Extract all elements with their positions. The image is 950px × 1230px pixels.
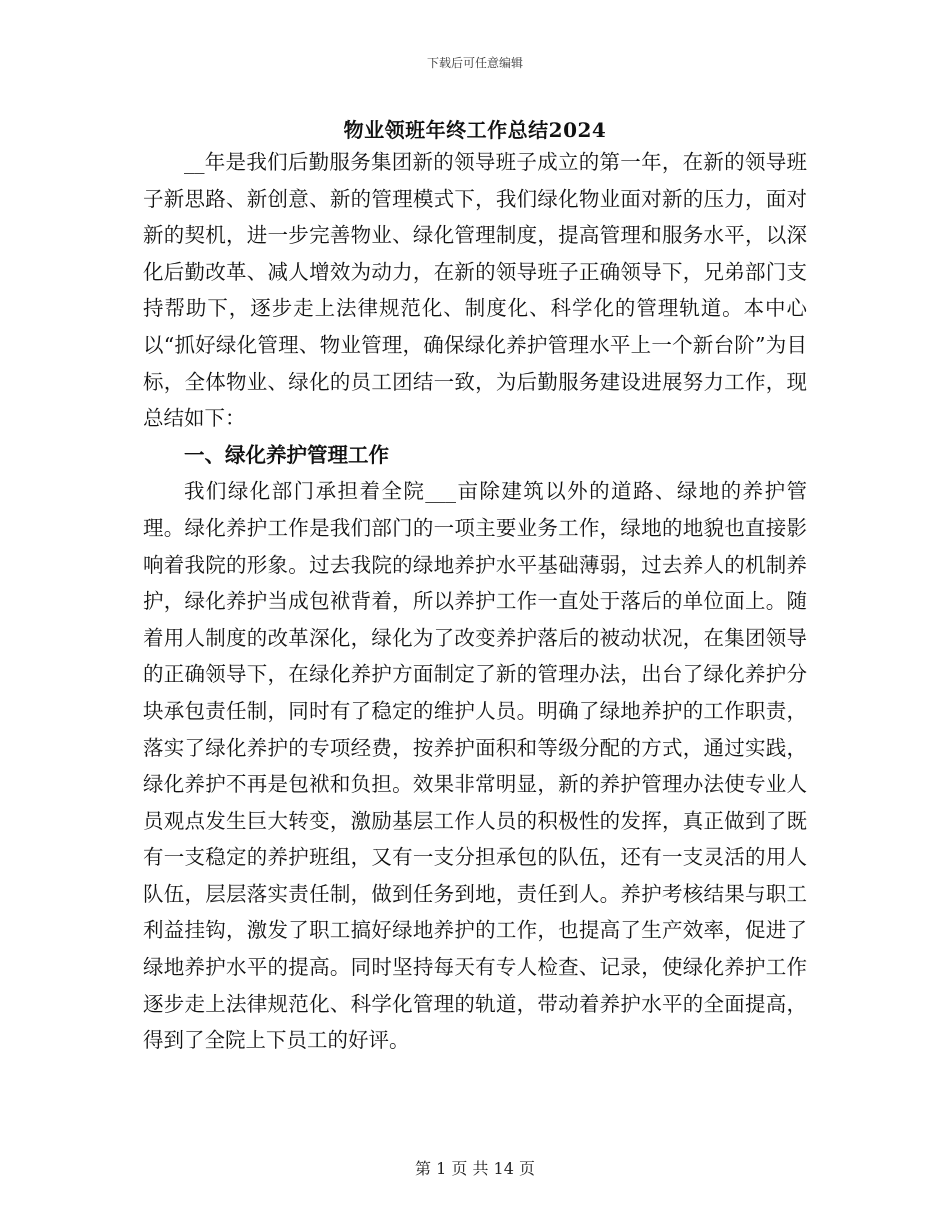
page-number: 第 1 页 共 14 页 [415, 1159, 535, 1178]
intro-paragraph: __年是我们后勤服务集团新的领导班子成立的第一年，在新的领导班子新思路、新创意、新的管理模式下，我们绿化物业面对新的压力，面对新的契机，进一步完善物业、绿化管理制度，提高管理和服务水平，以深化后勤改革、减人增效为动力，在新的领导班子正确领导下，兄弟部门支持帮助下，逐步走上法律规范化、制度化、科学化的管理轨道。本中心以“抓好绿化管理、物业管理，确保绿化养护管理水平上一个新台阶”为目标，全体物业、绿化的员工团结一致，为后勤服务建设进展努力工作，现总结如下： [143, 150, 807, 431]
document-body [143, 144, 807, 1059]
section-paragraph: 我们绿化部门承担着全院___亩除建筑以外的道路、绿地的养护管理。绿化养护工作是我们部门的一项主要业务工作，绿地的地貌也直接影响着我院的形象。过去我院的绿地养护水平基础薄弱，过去养人的机制养护，绿化养护当成包袱背着，所以养护工作一直处于落后的单位面上。随着用人制度的改革深化，绿化为了改变养护落后的被动状况，在集团领导的正确领导下，在绿化养护方面制定了新的管理办法，出台了绿化养护分块承包责任制，同时有了稳定的维护人员。明确了绿地养护的工作职责，落实了绿化养护的专项经费，按养护面积和等级分配的方式，通过实践，绿化养护不再是包袱和负担。效果非常明显，新的养护管理办法使专业人员观点发生巨大转变，激励基层工作人员的积极性的发挥，真正做到了既有一支稳定的养护班组，又有一支分担承包的队伍，还有一支灵活的用人队伍，层层落实责任制，做到任务到地，责任到人。养护考核结果与职工利益挂钩，激发了职工搞好绿地养护的工作，也提高了生产效率，促进了绿地养护水平的提高。同时坚持每天有专人检查、记录，使绿化养护工作逐步走上法律规范化、科学化管理的轨道，带动着养护水平的全面提高，得到了全院上下员工的好评。 [143, 479, 807, 1053]
header-note: 下载后可任意编辑 [426, 56, 523, 70]
section-heading: 一、绿化养护管理工作 [184, 442, 389, 467]
document-title: 物业领班年终工作总结2024 [343, 118, 607, 142]
